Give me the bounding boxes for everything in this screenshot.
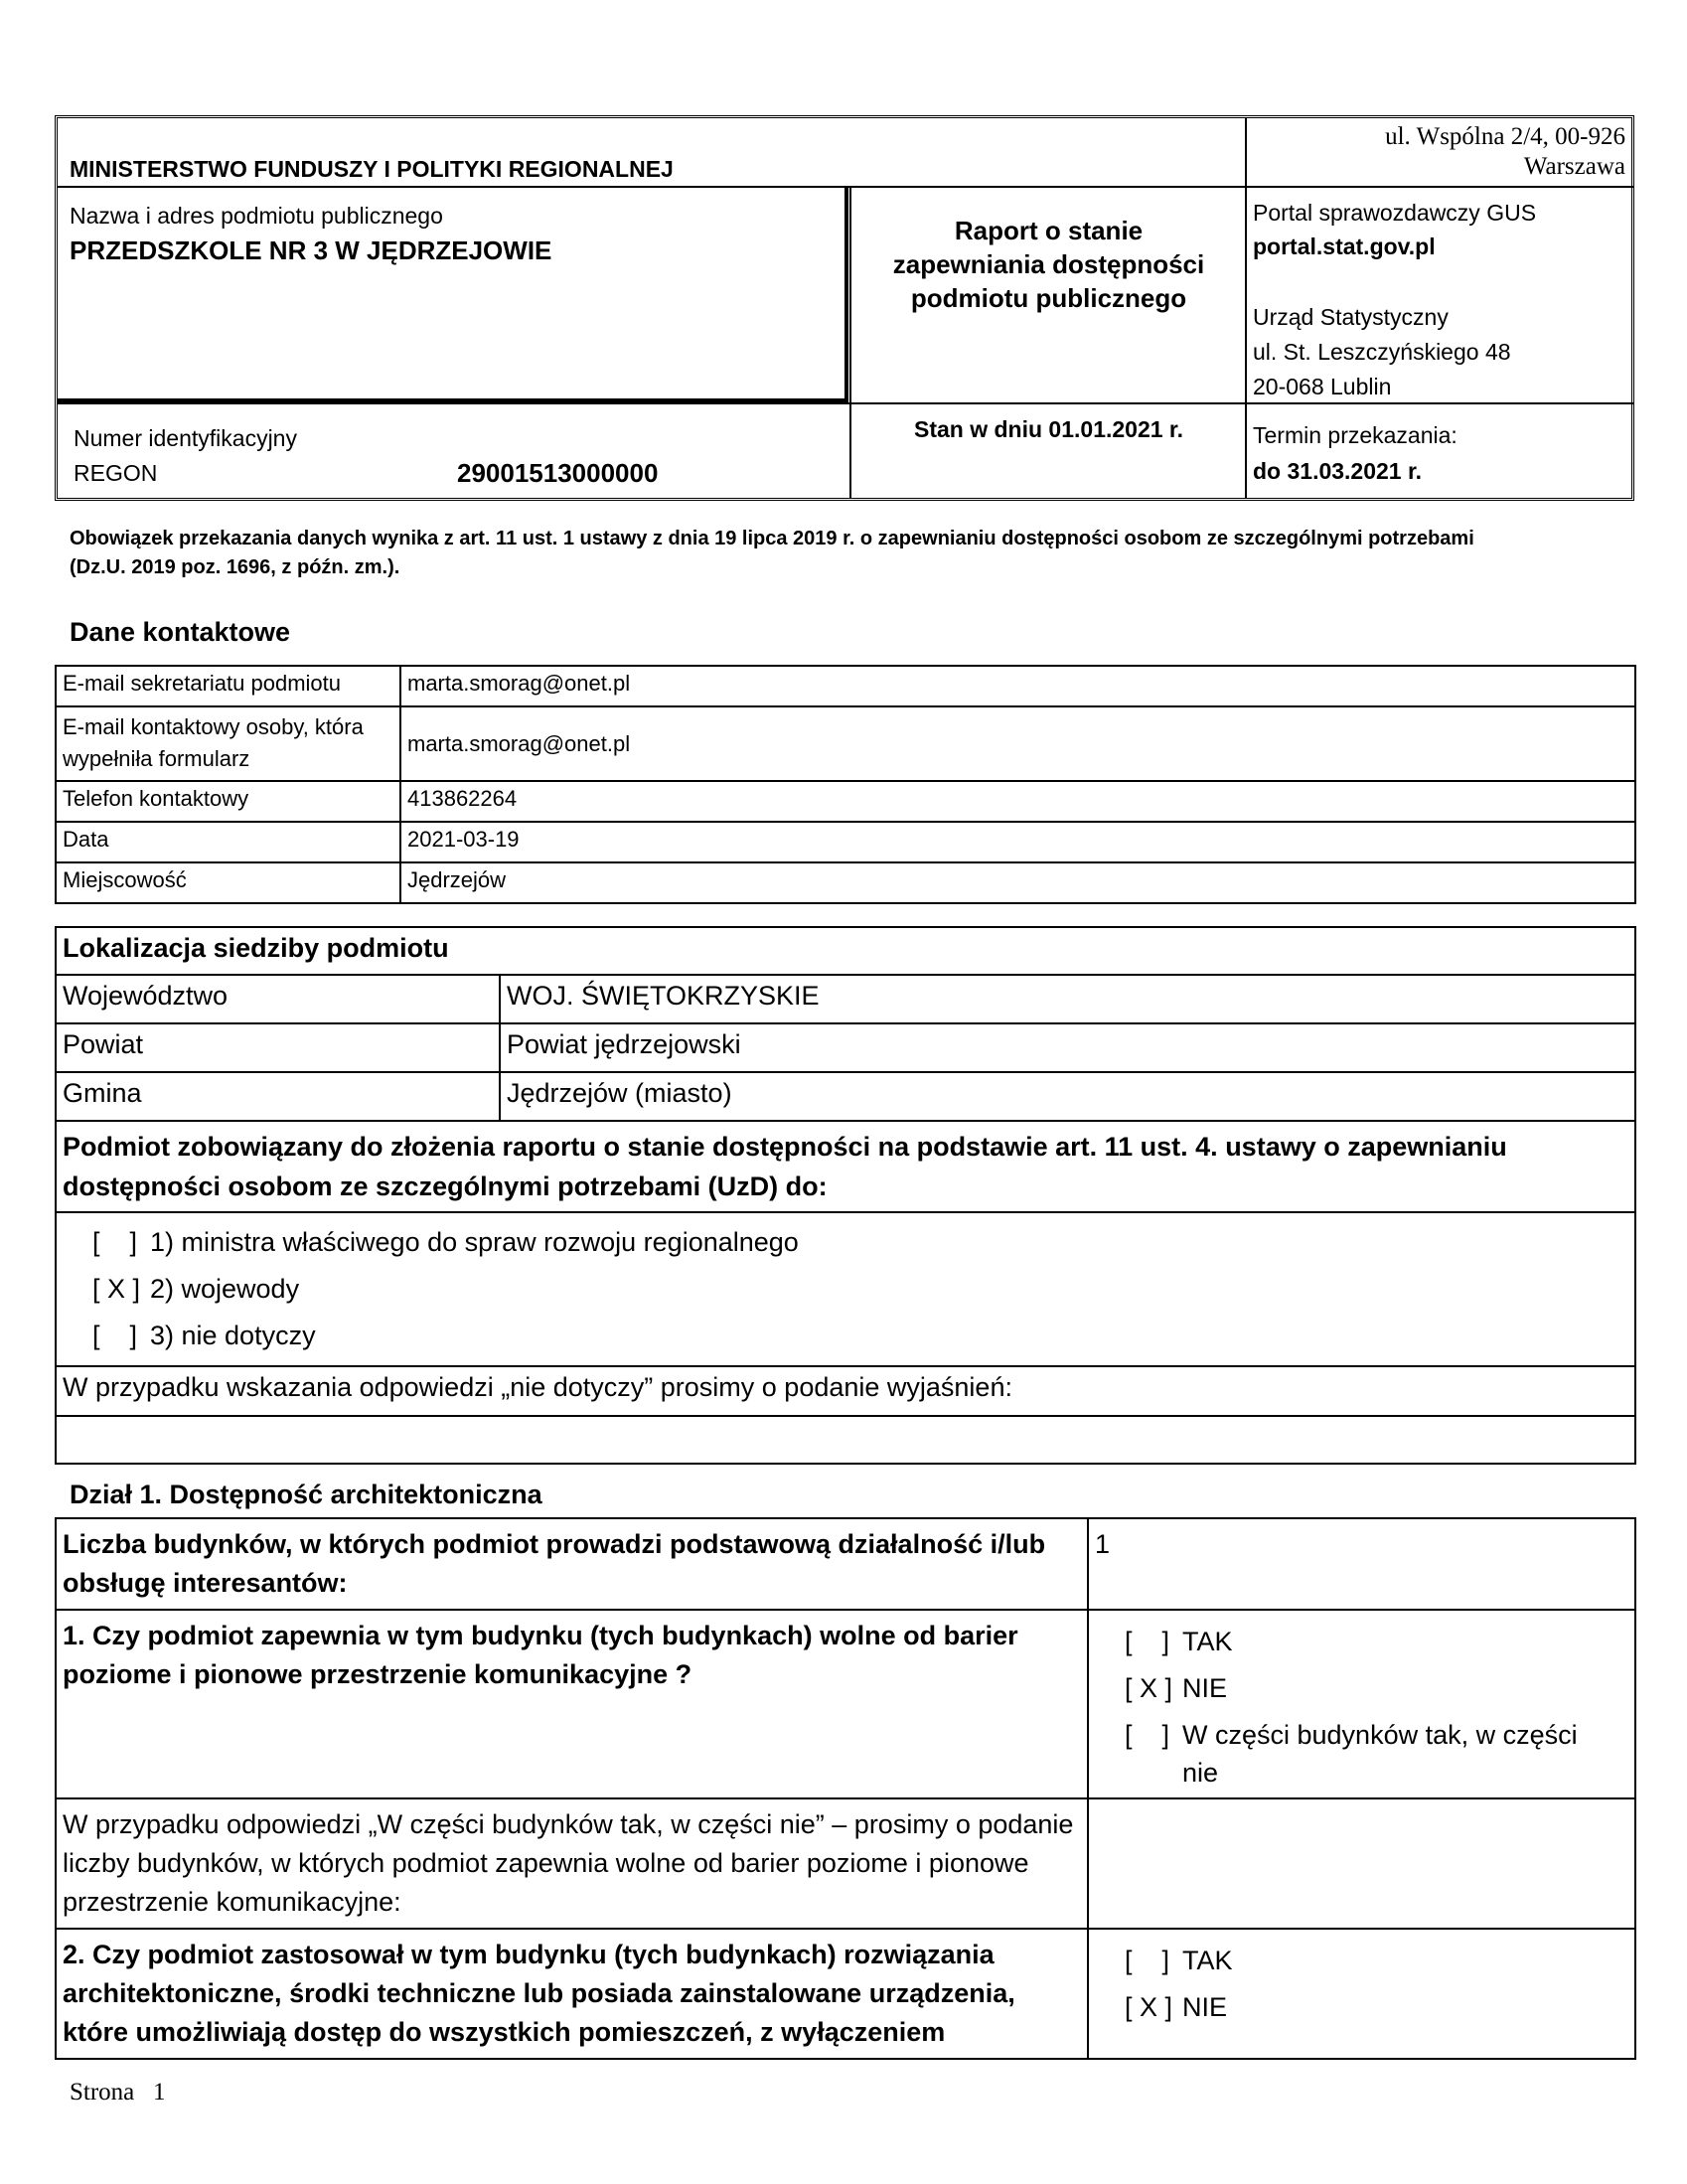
legal-note [70,525,1474,582]
location-value: Jędrzejów (miasto) [500,1072,1635,1121]
table-row [56,706,1635,781]
option-row[interactable] [1125,1938,1628,1984]
location-label: Powiat [56,1023,500,1072]
regon-label: REGON [74,460,158,486]
table-row [56,1610,1635,1798]
option-label: TAK [1182,1627,1233,1656]
table-row [56,1416,1635,1464]
option-row[interactable] [92,1219,1628,1266]
option-row[interactable] [92,1266,1628,1313]
contact-table [55,665,1636,904]
question-1-options [1088,1610,1635,1798]
option-label: 3) nie dotyczy [150,1321,316,1350]
contact-label: E-mail sekretariatu podmiotu [56,666,400,706]
option-label: NIE [1182,1992,1228,2022]
office-line: 20-068 Lublin [1253,374,1392,399]
legal-note-line: (Dz.U. 2019 poz. 1696, z późn. zm.). [70,556,400,578]
office-line: ul. St. Leszczyńskiego 48 [1253,339,1511,365]
entity-name: PRZEDSZKOLE NR 3 W JĘDRZEJOWIE [70,235,552,265]
ministry-address [1248,122,1625,182]
header-divider-center [849,186,851,498]
contact-label: Telefon kontaktowy [56,781,400,822]
question-1: 1. Czy podmiot zapewnia w tym budynku (tych budynkach) wolne od barier poziome i pionowe przestrzenie komunikacyjne ? [56,1610,1088,1798]
table-row [56,822,1635,862]
table-row [56,1072,1635,1121]
location-table [55,926,1636,1465]
address-line: Warszawa [1523,153,1625,180]
table-row [56,1518,1635,1610]
report-title [852,214,1245,315]
buildings-label: Liczba budynków, w których podmiot prowadzi podstawową działalność i/lub obsługę interesantów: [56,1518,1088,1610]
checkbox[interactable]: [ X ] [92,1274,141,1304]
id-label: Numer identyfikacyjny [74,425,297,451]
location-label: Województwo [56,975,500,1023]
question-1-followup-value[interactable] [1088,1798,1635,1929]
contact-value: marta.smorag@onet.pl [400,666,1635,706]
location-value: WOJ. ŚWIĘTOKRZYSKIE [500,975,1635,1023]
option-row[interactable] [1125,1619,1628,1665]
portal-label: Portal sprawozdawczy GUS [1253,200,1537,226]
option-row[interactable] [1125,1716,1628,1792]
question-1-followup: W przypadku odpowiedzi „W części budynków tak, w części nie” – prosimy o podanie liczby budynków, w których podmiot zapewnia wolne od barier poziome i pionowe przestrzenie komunikacyjne: [56,1798,1088,1929]
contact-value: marta.smorag@onet.pl [400,706,1635,781]
report-title-line: zapewniania dostępności [892,249,1205,279]
checkbox[interactable]: [ ] [92,1227,138,1257]
contact-value: 2021-03-19 [400,822,1635,862]
checkbox[interactable]: [ ] [1125,1946,1170,1975]
checkbox[interactable]: [ X ] [1125,1673,1173,1703]
header-divider-right [1245,118,1247,498]
option-row[interactable] [92,1313,1628,1359]
explain-field[interactable] [56,1416,1635,1464]
address-line: ul. Wspólna 2/4, 00-926 [1385,123,1625,150]
table-row [56,1023,1635,1072]
table-row [56,862,1635,903]
regon-value: 29001513000000 [457,458,659,488]
option-label: 1) ministra właściwego do spraw rozwoju regionalnego [150,1227,799,1257]
deadline-value: do 31.03.2021 r. [1253,458,1423,484]
option-label: NIE [1182,1673,1228,1703]
page-label: Strona [70,2079,135,2106]
table-row [56,1212,1635,1366]
legal-note-line: Obowiązek przekazania danych wynika z art. 11 ust. 1 ustawy z dnia 19 lipca 2019 r. o zapewnianiu dostępności osobom ze szczególnymi potrzebami [70,528,1474,549]
table-row [56,1366,1635,1416]
section1-table [55,1517,1636,2060]
table-row [56,666,1635,706]
contact-label: Data [56,822,400,862]
option-row[interactable] [1125,1665,1628,1712]
option-label: TAK [1182,1946,1233,1975]
office-line: Urząd Statystyczny [1253,304,1449,330]
table-row [56,975,1635,1023]
contact-label: E-mail kontaktowy osoby, która wypełniła formularz [56,706,400,781]
contact-value: 413862264 [400,781,1635,822]
contact-title: Dane kontaktowe [70,617,291,647]
section1-title: Dział 1. Dostępność architektoniczna [70,1480,542,1509]
obligation-options [56,1212,1635,1366]
table-row [56,1121,1635,1212]
page-footer [70,2079,166,2106]
explain-label: W przypadku wskazania odpowiedzi „nie dotyczy” prosimy o podanie wyjaśnień: [56,1366,1635,1416]
contact-value: Jędrzejów [400,862,1635,903]
report-title-line: podmiotu publicznego [910,283,1187,313]
table-row [56,1798,1635,1929]
state-date: Stan w dniu 01.01.2021 r. [913,416,1183,442]
table-row [56,781,1635,822]
checkbox[interactable]: [ ] [92,1321,138,1350]
option-row[interactable] [1125,1984,1628,2031]
page-number: 1 [153,2079,166,2106]
ministry-name: MINISTERSTWO FUNDUSZY I POLITYKI REGIONALNEJ [70,156,674,182]
question-2: 2. Czy podmiot zastosował w tym budynku (tych budynkach) rozwiązania architektoniczne, środki techniczne lub posiada zainstalowane urządzenia, które umożliwiają dostęp do wszystkich pomieszczeń, z wyłączeniem [56,1929,1088,2059]
report-title-line: Raport o stanie [954,216,1144,245]
portal-info [1253,196,1536,263]
option-label: W części budynków tak, w części nie [1182,1720,1578,1788]
checkbox[interactable]: [ X ] [1125,1992,1173,2022]
location-label: Gmina [56,1072,500,1121]
office-address [1253,300,1511,404]
checkbox[interactable]: [ ] [1125,1627,1170,1656]
obligation-text: Podmiot zobowiązany do złożenia raportu o stanie dostępności na podstawie art. 11 ust. 4. ustawy o zapewnianiu dostępności osobom ze szczególnymi potrzebami (UzD) do: [56,1121,1635,1212]
question-2-options [1088,1929,1635,2059]
table-row [56,927,1635,975]
location-value: Powiat jędrzejowski [500,1023,1635,1072]
report-header [55,115,1634,501]
contact-label: Miejscowość [56,862,400,903]
location-title: Lokalizacja siedziby podmiotu [56,927,1635,975]
buildings-value: 1 [1088,1518,1635,1610]
table-row [56,1929,1635,2059]
entity-label: Nazwa i adres podmiotu publicznego [70,203,443,229]
option-label: 2) wojewody [150,1274,300,1304]
portal-url: portal.stat.gov.pl [1253,234,1436,259]
deadline-label: Termin przekazania: [1253,422,1457,448]
checkbox[interactable]: [ ] [1125,1720,1170,1750]
